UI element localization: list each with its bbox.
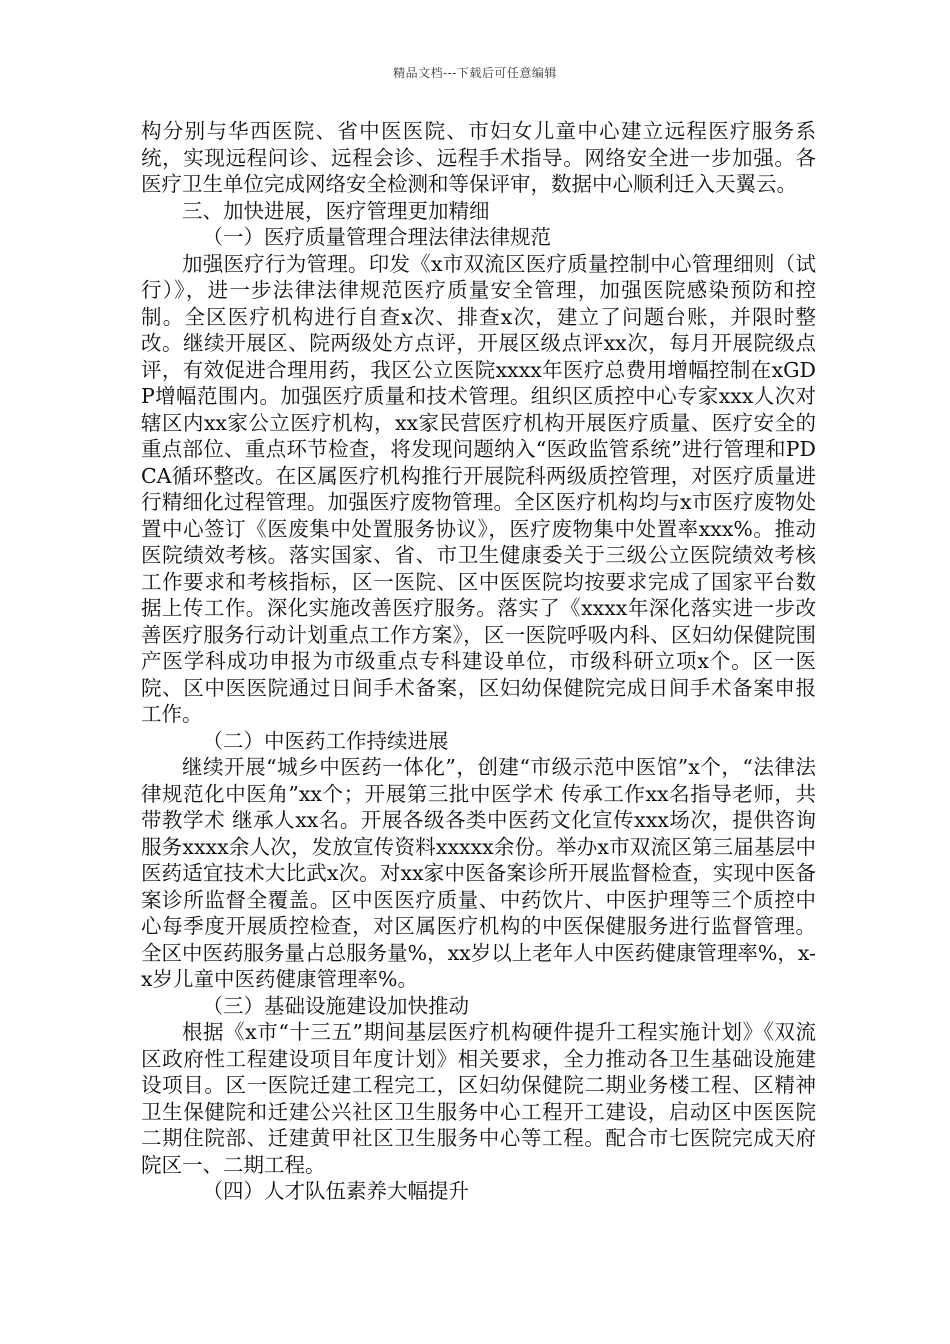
document-body [141, 118, 816, 1205]
subsection-heading-3: （三）基础设施建设加快推动 [202, 993, 469, 1018]
paragraph-quality-management: 加强医疗行为管理。印发《x市双流区医疗质量控制中心管理细则（试行）》，进一步法律法律规范医疗质量安全管理，加强医院感染预防和控制。全区医疗机构进行自查x次、排查x次，建立了问题台账，并限时整改。继续开展区、院两级处方点评，开展区级点评xx次，每月开展院级点评，有效促进合理用药，我区公立医院xxxx年医疗总费用增幅控制在xGDP增幅范围内。加强医疗质量和技术管理。组织区质控中心专家xxx人次对辖区内xx家公立医疗机构，xx家民营医疗机构开展医疗质量、医疗安全的重点部位、重点环节检查，将发现问题纳入“医政监管系统”进行管理和PDCA循环整改。在区属医疗机构推行开展院科两级质控管理，对医疗质量进行精细化过程管理。加强医疗废物管理。全区医疗机构均与x市医疗废物处置中心签订《医废集中处置服务协议》，医疗废物集中处置率xxx%。推动医院绩效考核。落实国家、省、市卫生健康委关于三级公立医院绩效考核工作要求和考核指标，区一医院、区中医医院均按要求完成了国家平台数据上传工作。深化实施改善医疗服务。落实了《xxxx年深化落实进一步改善医疗服务行动计划重点工作方案》，区一医院呼吸内科、区妇幼保健院围产医学科成功申报为市级重点专科建设单位，市级科研立项x个。区一医院、区中医医院通过日间手术备案，区妇幼保健院完成日间手术备案申报工作。 [141, 251, 816, 726]
subsection-heading-4: （四）人才队伍素养大幅提升 [202, 1179, 469, 1203]
subsection-heading-1: （一）医疗质量管理合理法律法律规范 [202, 225, 551, 249]
paragraph-tcm-work: 继续开展“城乡中医药一体化”，创建“市级示范中医馆”x个，“法律法律规范化中医角”xx个；开展第三批中医学术 传承工作xx名指导老师，共带教学术 继承人xx名。开展各级各类中医药文化宣传xxx场次，提供咨询服务xxxx余人次，发放宣传资料xxxxx余份。举办x市双流区第三届基层中医药适宜技术大比武x次。对xx家中医备案诊所开展监督检查，实现中医备案诊所监督全覆盖。区中医医疗质量、中药饮片、中医护理等三个质控中心每季度开展质控检查，对区属医疗机构的中医保健服务进行监督管理。全区中医药服务量占总服务量%，xx岁以上老年人中医药健康管理率%，x-x岁儿童中医药健康管理率%。 [141, 755, 816, 991]
section-heading-3: 三、加快进展，医疗管理更加精细 [182, 198, 490, 223]
subsection-heading-2: （二）中医药工作持续进展 [202, 728, 449, 753]
paragraph-remote-medical: 构分别与华西医院、省中医医院、市妇女儿童中心建立远程医疗服务系统，实现远程问诊、远程会诊、远程手术指导。网络安全进一步加强。各医疗卫生单位完成网络安全检测和等保评审，数据中心顺利迁入天翼云。 [141, 119, 816, 196]
paragraph-infrastructure: 根据《x市“十三五”期间基层医疗机构硬件提升工程实施计划》《双流区政府性工程建设项目年度计划》相关要求，全力推动各卫生基础设施建设项目。区一医院迁建工程完工，区妇幼保健院二期业务楼工程、区精神卫生保健院和迁建公兴社区卫生服务中心工程开工建设，启动区中医医院二期住院部、迁建黄甲社区卫生服务中心等工程。配合市七医院完成天府院区一、二期工程。 [141, 1020, 816, 1177]
page-header: 精品文档---下载后可任意编辑 [393, 66, 557, 80]
